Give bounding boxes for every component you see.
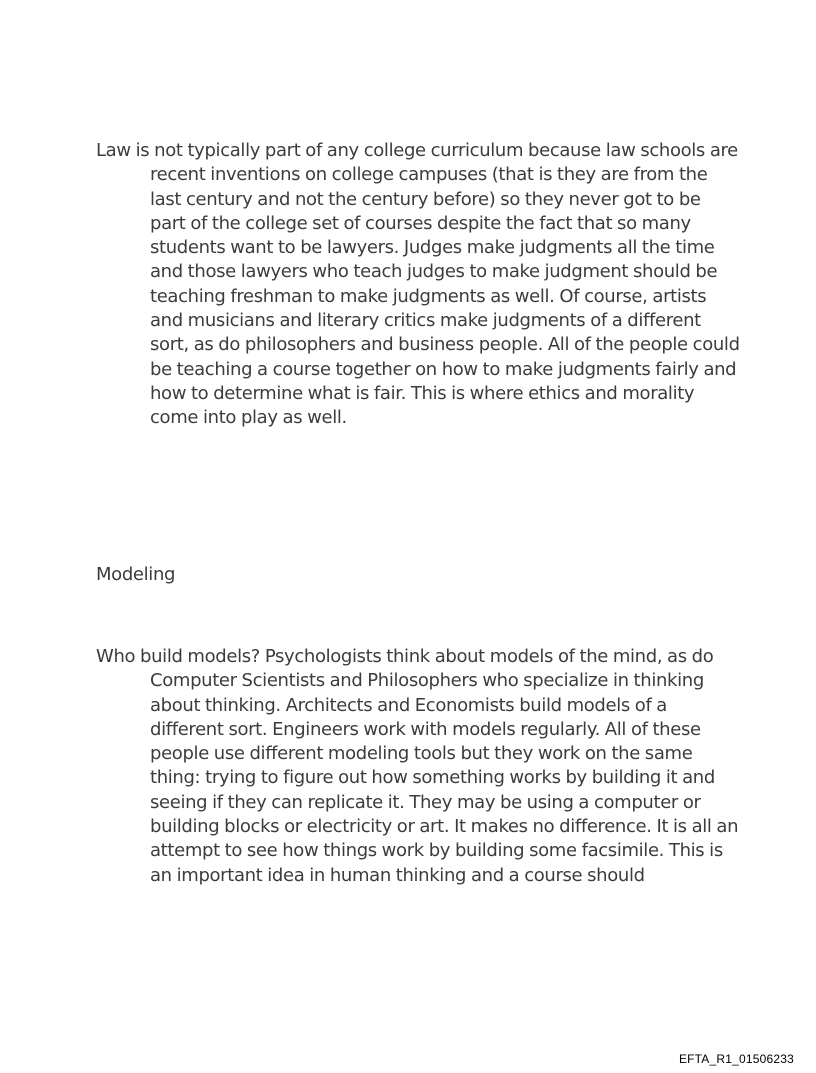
law-paragraph: Law is not typically part of any college curriculum because law schools are recent inventions on college campuses (that is they are from the last century and not the century before) so they never got to be part of the college set of courses despite the fact that so many students want to be lawyers. Judges make judgments all the time and those lawyers who teach judges to make judgment should be teaching freshman to make judgments as well. Of course, artists and musicians and literary critics make judgments of a different sort, as do philosophers and business people. All of the people could be teaching a course together on how to make judgments fairly and how to determine what is fair. This is where ethics and morality come into play as well. (96, 140, 740, 429)
models-paragraph: Who build models? Psychologists think about models of the mind, as do Computer Scientists and Philosophers who specialize in thinking about thinking. Architects and Economists build models of a different sort. Engineers work with models regularly. All of these people use different modeling tools but they work on the same thing: trying to figure out how something works by building it and seeing if they can replicate it. They may be using a computer or building blocks or electricity or art. It makes no difference. It is all an attempt to see how things work by building some facsimile. This is an important idea in human thinking and a course should (96, 646, 739, 886)
modeling-heading: Modeling (96, 564, 176, 585)
document-id-footer: EFTA_R1_01506233 (678, 1052, 794, 1066)
